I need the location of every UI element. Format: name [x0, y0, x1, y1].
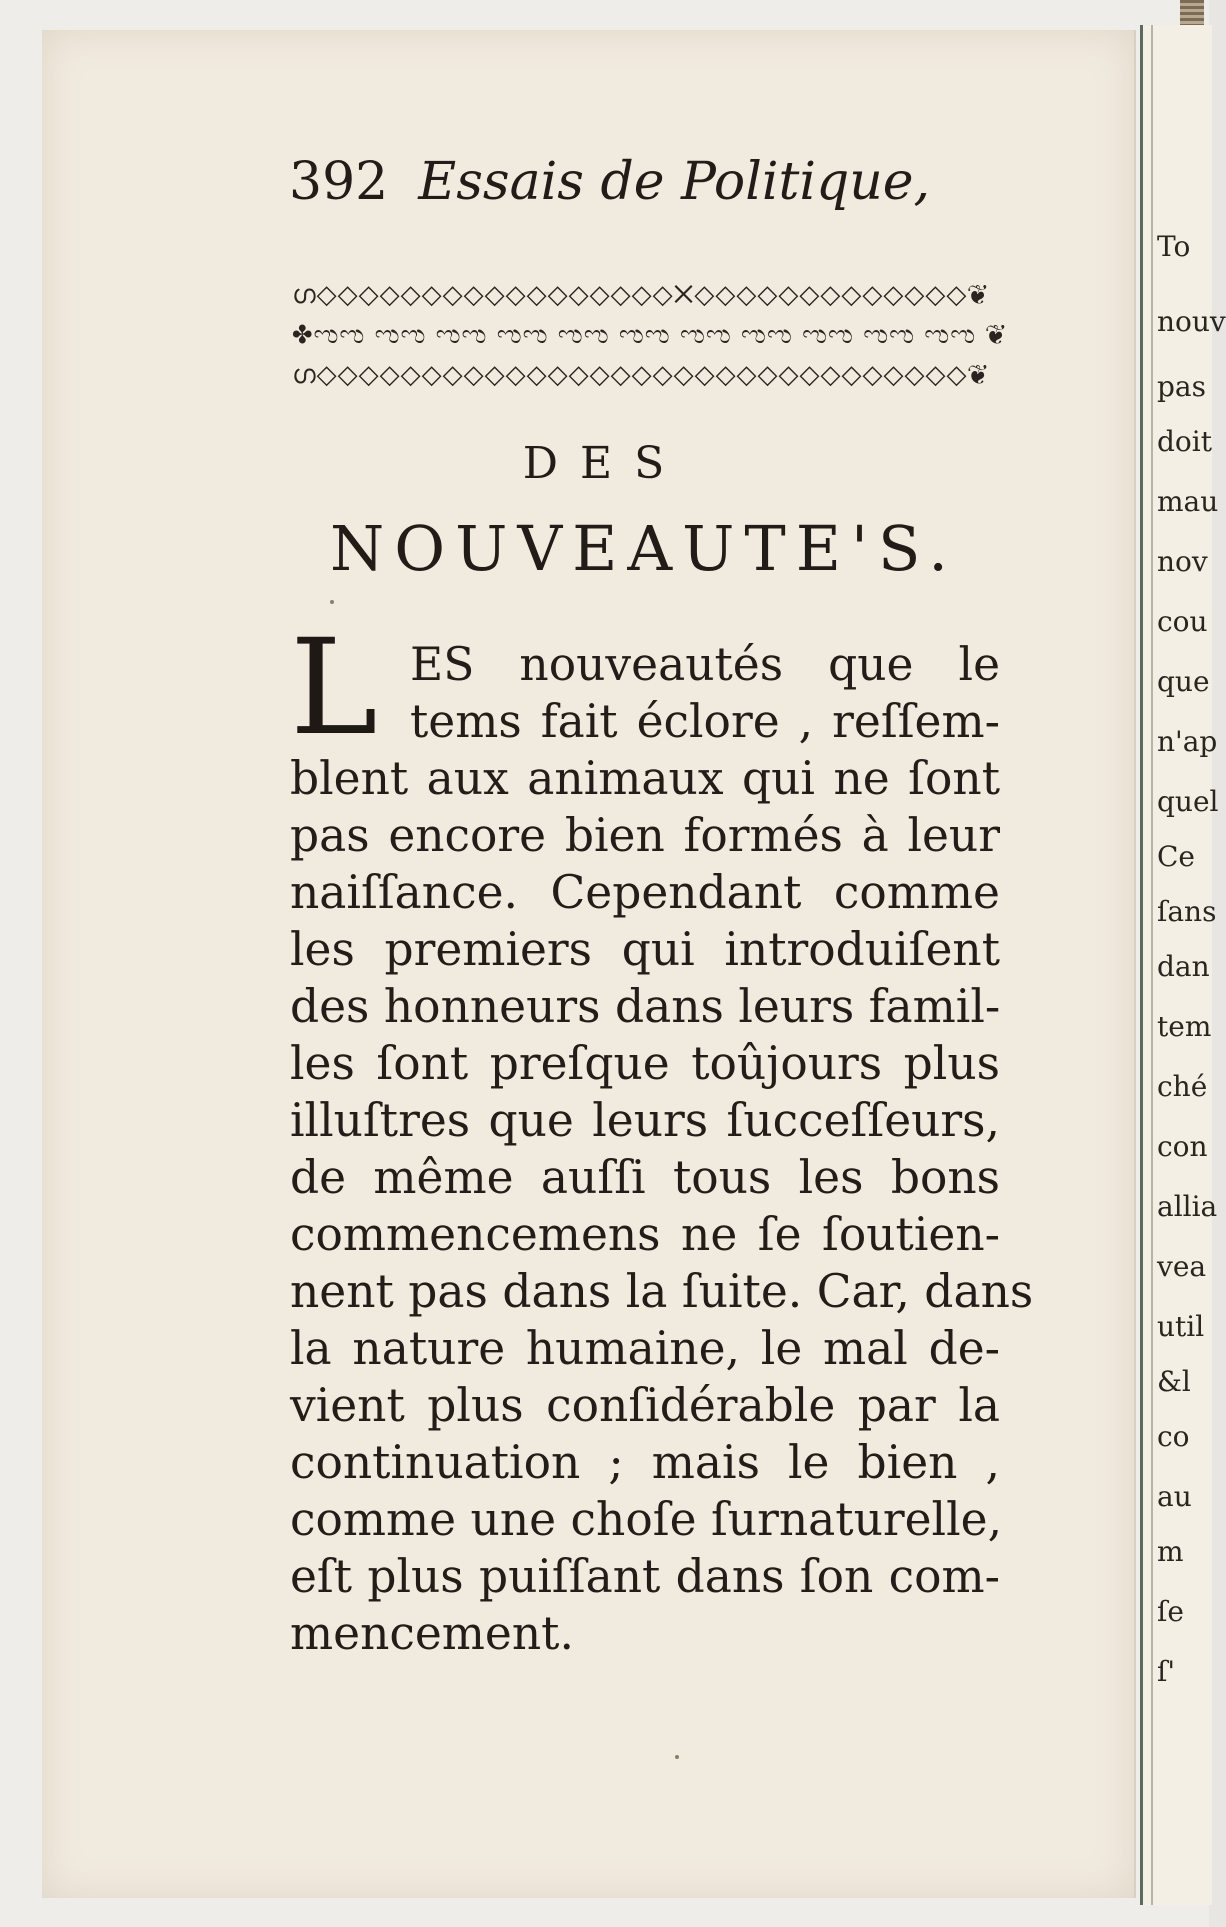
- facing-page-line: doit: [1157, 425, 1212, 458]
- facing-page-line: m: [1157, 1535, 1184, 1568]
- facing-page-edge: [1140, 25, 1226, 1905]
- text-line: naiſſance. Cependant comme: [290, 866, 1000, 919]
- text-line: tems fait éclore , reſſem-: [410, 695, 1000, 748]
- facing-page-line: pas: [1157, 370, 1206, 403]
- facing-page-line: &l: [1157, 1365, 1191, 1398]
- facing-page-line: Ce: [1157, 840, 1195, 873]
- text-line: vient plus conſidérable par la: [290, 1379, 1000, 1432]
- facing-page-line: ſans: [1157, 895, 1217, 928]
- running-header: [289, 152, 930, 212]
- text-line: des honneurs dans leurs famil-: [290, 980, 1001, 1033]
- facing-page-line: que: [1157, 665, 1210, 698]
- facing-page-line: nov: [1157, 545, 1208, 578]
- facing-page-line: allia: [1157, 1190, 1218, 1223]
- facing-page-line: ſ': [1157, 1655, 1176, 1688]
- text-line: blent aux animaux qui ne ſont: [290, 752, 1000, 805]
- text-line: continuation ; mais le bien ,: [290, 1436, 1000, 1489]
- facing-page-line: To: [1157, 230, 1191, 263]
- chapter-title-line2: NOUVEAUTE'S.: [330, 512, 959, 585]
- facing-page-line: co: [1157, 1420, 1190, 1453]
- text-line: mencement.: [290, 1607, 574, 1660]
- text-line: pas encore bien formés à leur: [290, 809, 1000, 862]
- paper-speck: [330, 600, 334, 604]
- text-line: ES nouveautés que le: [410, 638, 1000, 691]
- body-paragraph: [290, 636, 1034, 1662]
- facing-page-line: ché: [1157, 1070, 1208, 1103]
- text-line: les ſont preſque toûjours plus: [290, 1037, 1000, 1090]
- facing-page-line: nouv: [1157, 305, 1226, 338]
- facing-page-line: mau: [1157, 485, 1219, 518]
- text-line: la nature humaine, le mal de-: [290, 1322, 1000, 1375]
- chapter-title-line1: DES: [522, 438, 687, 489]
- page-edge-line: [1151, 25, 1153, 1905]
- facing-page-line: dan: [1157, 950, 1210, 983]
- text-line: eſt plus puiſſant dans ſon com-: [290, 1550, 1000, 1603]
- facing-page-line: au: [1157, 1480, 1192, 1513]
- text-line: commencemens ne ſe ſoutien-: [290, 1208, 1000, 1261]
- text-line: illuſtres que leurs ſucceſſeurs,: [290, 1094, 1000, 1147]
- facing-page-line: quel: [1157, 785, 1219, 818]
- facing-page-line: ſe: [1157, 1595, 1184, 1628]
- text-line: de même auſſi tous les bons: [290, 1151, 1000, 1204]
- ornament-band-bottom: ഗ◇◇◇◇◇◇◇◇◇◇◇◇◇◇◇◇◇◇◇◇◇◇◇◇◇◇◇◇◇◇◇❦: [292, 360, 989, 390]
- running-title: Essais de Politique,: [418, 152, 931, 212]
- paper-speck: [675, 1755, 679, 1759]
- facing-page-line: n'ap: [1157, 725, 1218, 758]
- text-line: les premiers qui introduiſent: [290, 923, 1000, 976]
- facing-page-line: cou: [1157, 605, 1208, 638]
- ornament-band-middle: ✤ಌಌ ಌಌ ಌಌ ಌಌ ಌಌ ಌಌ ಌಌ ಌಌ ಌಌ ಌಌ ಌಌ ❦: [292, 320, 1007, 350]
- facing-page-line: vea: [1157, 1250, 1207, 1283]
- text-line: comme une choſe ſurnaturelle,: [290, 1493, 1003, 1546]
- drop-cap: L: [290, 611, 378, 765]
- facing-page-line: con: [1157, 1130, 1208, 1163]
- ornament-band-top: ഗ◇◇◇◇◇◇◇◇◇◇◇◇◇◇◇◇◇✕◇◇◇◇◇◇◇◇◇◇◇◇◇❦: [292, 280, 989, 310]
- text-line: nent pas dans la ſuite. Car, dans: [290, 1265, 1034, 1318]
- facing-page-line: util: [1157, 1310, 1205, 1343]
- page-number: 392: [289, 152, 389, 212]
- facing-page-line: tem: [1157, 1010, 1212, 1043]
